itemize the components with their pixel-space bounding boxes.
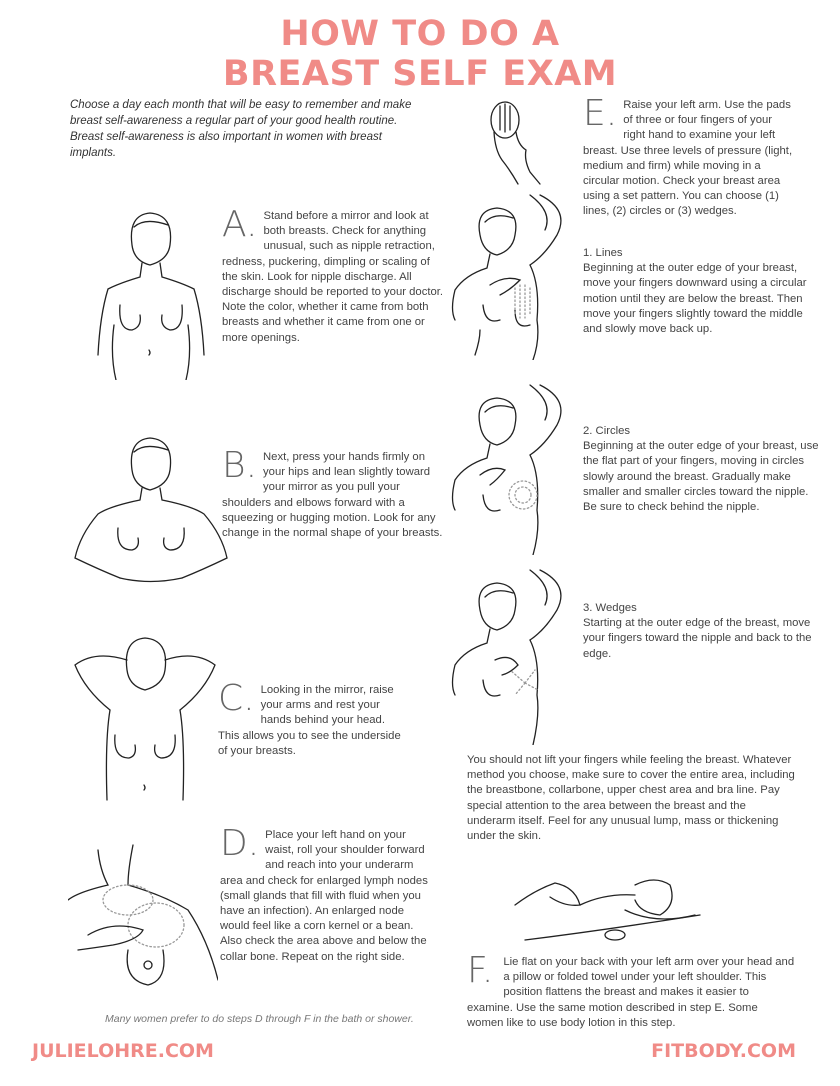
step-e — [583, 93, 793, 220]
footer-left-site[interactable]: JULIELOHRE.COM — [32, 1040, 214, 1062]
step-f — [467, 950, 797, 1031]
step-d-text: Place your left hand on your waist, roll your shoulder forward and reach into your underarm area and check for enlarged lymph nodes (small glands that fill with fluid when you have an infection). An enlarged node would feel like a corn kernel or a bean. Also check the area above and below the collar bone. Repeat on the right side. — [220, 829, 428, 963]
page-title-line2: BREAST SELF EXAM — [222, 54, 618, 94]
illustration-step-b — [70, 430, 230, 590]
pattern-lines — [583, 246, 823, 337]
pattern-circles — [583, 424, 823, 515]
step-a-text: Stand before a mirror and look at both breasts. Check for anything unusual, such as nipple retraction, redness, puckering, dimpling or scaling of the skin. Look for nipple discharge. All discharge should be reported to your doctor. Note the color, whether it came from both breasts and whether it came from one or more openings. — [222, 210, 444, 344]
illustration-lines — [445, 190, 580, 360]
illustration-step-c — [65, 630, 225, 805]
step-c-letter: C. — [218, 678, 255, 719]
illustration-step-a — [90, 205, 210, 380]
bath-shower-note: Many women prefer to do steps D through F in the bath or shower. — [105, 1013, 414, 1025]
step-b-text: Next, press your hands firmly on your hips and lean slightly toward your mirror as you pull your shoulders and elbows forward with a squeezing or hugging motion. Look for any change in the normal shape of your breasts. — [222, 451, 443, 540]
step-e-text: Raise your left arm. Use the pads of three or four fingers of your right hand to examine your left breast. Use three levels of pressure (light, medium and firm) while moving in a circular motion. Check your breast area using a set pattern. You can choose (1) lines, (2) circles or (3) wedges. — [583, 99, 793, 218]
step-f-text: Lie flat on your back with your left arm over your head and a pillow or folded towel under your left shoulder. This position flattens the breast and makes it easier to examine. Use the same motion described in step E. Some women like to use body lotion in this step. — [467, 956, 795, 1029]
illustration-circles — [445, 380, 580, 555]
illustration-step-d — [68, 840, 218, 1000]
coverage-note: You should not lift your fingers while feeling the breast. Whatever method you choose, make sure to cover the entire area, including the breastbone, collarbone, upper chest area and bra line. Pay special attention to the area between the breast and the underarm itself. Feel for any unusual lump, mass or thickening under the skin. — [467, 754, 795, 843]
step-d-letter: D. — [220, 823, 260, 864]
step-b-letter: B. — [222, 445, 258, 486]
step-b — [222, 445, 444, 541]
pattern-wedges-text: Starting at the outer edge of the breast, move your fingers toward the nipple and back to the edge. — [583, 617, 812, 660]
pattern-lines-heading: 1. Lines — [583, 247, 623, 259]
pattern-wedges — [583, 601, 823, 662]
pattern-wedges-heading: 3. Wedges — [583, 602, 637, 614]
footer-right-site[interactable]: FITBODY.COM — [651, 1040, 796, 1062]
pattern-circles-heading: 2. Circles — [583, 425, 631, 437]
step-d — [220, 823, 435, 965]
step-c — [218, 678, 408, 759]
page-title-line1: HOW TO DO A — [280, 14, 560, 54]
step-c-text: Looking in the mirror, raise your arms and rest your hands behind your head. This allows you to see the underside of your breasts. — [218, 684, 401, 757]
pattern-lines-text: Beginning at the outer edge of your breast, move your fingers downward using a circular motion until they are below the breast. Then move your fingers slightly toward the middle and slowly move back up. — [583, 262, 807, 336]
step-a — [222, 204, 444, 346]
pattern-circles-text: Beginning at the outer edge of your breast, use the flat part of your fingers, moving in circles slowly around the breast. Gradually make smaller and smaller circles toward the nipple. Be sure to check behind the nipple. — [583, 440, 819, 514]
step-f-letter: F. — [467, 950, 494, 991]
illustration-step-f — [505, 865, 705, 945]
illustration-wedges — [440, 565, 580, 745]
illustration-hand — [480, 100, 550, 185]
intro-text: Choose a day each month that will be easy to remember and make breast self-awareness a regular part of your good health routine. Breast self-awareness is also important in women with breast implants. — [70, 99, 412, 159]
step-e-letter: E. — [583, 93, 618, 134]
step-a-letter: A. — [222, 204, 258, 245]
